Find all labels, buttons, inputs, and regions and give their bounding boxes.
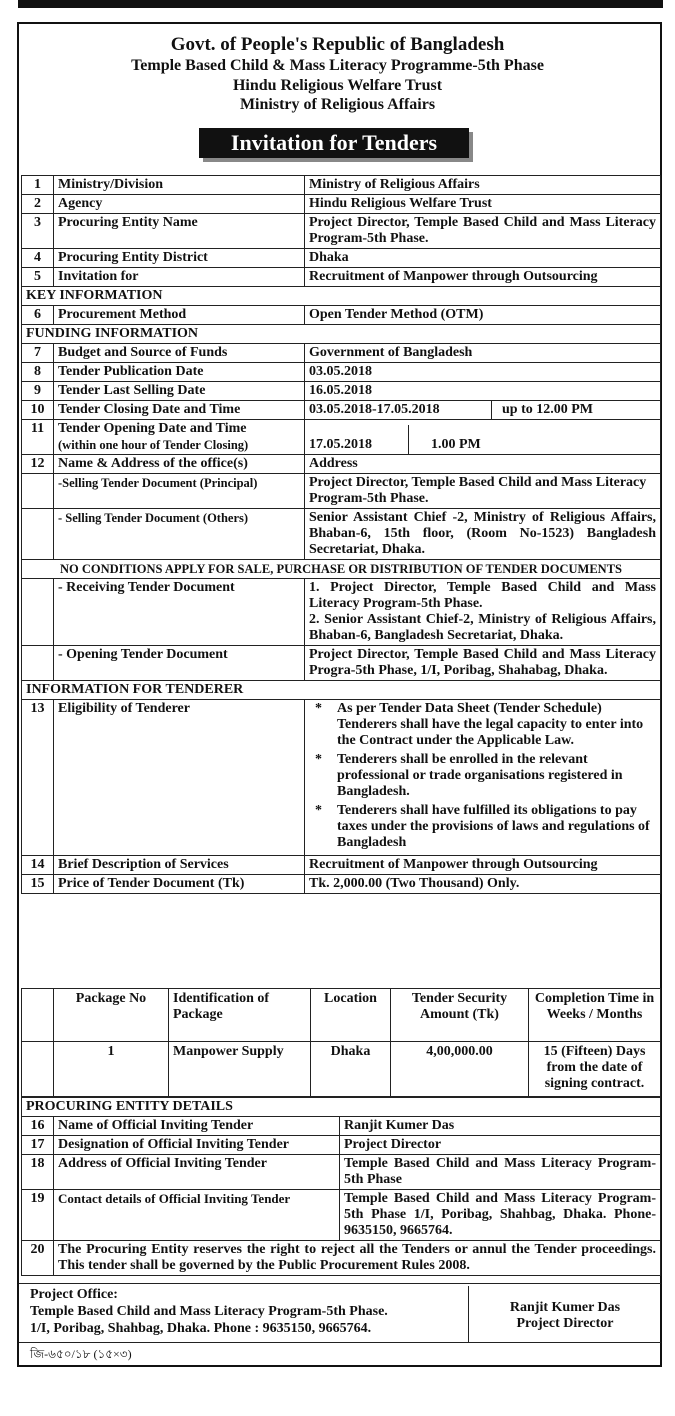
row-value: Ministry of Religious Affairs — [305, 176, 661, 195]
package-header-row — [22, 989, 661, 1042]
table-row — [22, 1155, 661, 1190]
opening-label: Tender Opening Date and Time — [58, 421, 247, 436]
row-value: Recruitment of Manpower through Outsourcing — [305, 856, 661, 875]
row-value — [305, 420, 661, 455]
row-value: Dhaka — [305, 249, 661, 268]
row-label: Address of Official Inviting Tender — [54, 1155, 340, 1190]
column-header: Tender Security Amount (Tk) — [391, 989, 529, 1042]
row-label: Procurement Method — [54, 306, 305, 325]
signatory-title: Project Director — [516, 1316, 614, 1331]
table-row — [22, 1136, 661, 1155]
row-value: Ranjit Kumer Das — [340, 1117, 661, 1136]
column-header: Package No — [54, 989, 169, 1042]
package-no: 1 — [54, 1042, 169, 1097]
divider — [19, 1342, 661, 1343]
row-value: Project Director — [340, 1136, 661, 1155]
row-value: Recruitment of Manpower through Outsourcing — [305, 268, 661, 287]
section-heading: INFORMATION FOR TENDERER — [22, 681, 661, 700]
table-row — [22, 249, 661, 268]
package-identification: Manpower Supply — [169, 1042, 311, 1097]
no-conditions-notice: NO CONDITIONS APPLY FOR SALE, PURCHASE OR DISTRIBUTION OF TENDER DOCUMENTS — [22, 560, 661, 579]
row-value: Government of Bangladesh — [305, 344, 661, 363]
section-heading-row — [22, 287, 661, 306]
notice-row — [22, 560, 661, 579]
row-number — [22, 579, 54, 646]
section-heading: KEY INFORMATION — [22, 287, 661, 306]
row-value: The Procuring Entity reserves the right to reject all the Tenders or annul the Tender proceedings. This tender shall be governed by the Public Procurement Rules 2008. — [54, 1241, 661, 1276]
divider — [19, 1283, 661, 1284]
row-label: Budget and Source of Funds — [54, 344, 305, 363]
package-completion: 15 (Fifteen) Days from the date of signing contract. — [529, 1042, 661, 1097]
office-line: Temple Based Child and Mass Literacy Program-5th Phase. — [30, 1304, 388, 1319]
row-label: Brief Description of Services — [54, 856, 305, 875]
table-row — [22, 1190, 661, 1241]
table-row — [22, 363, 661, 382]
table-row — [22, 700, 661, 856]
table-row — [22, 1117, 661, 1136]
row-label: Ministry/Division — [54, 176, 305, 195]
row-value: Senior Assistant Chief -2, Ministry of Religious Affairs, Bhaban-6, 15th floor, (Room No-1523) Bangladesh Secretariat, Dhaka. — [305, 509, 661, 560]
list-item — [309, 752, 656, 800]
row-label: Designation of Official Inviting Tender — [54, 1136, 340, 1155]
row-number: 1 — [22, 176, 54, 195]
blank-cell — [22, 989, 54, 1042]
row-label: -Selling Tender Document (Principal) — [54, 474, 305, 509]
row-value: 03.05.2018 — [305, 363, 661, 382]
section-heading-row — [22, 325, 661, 344]
row-number: 14 — [22, 856, 54, 875]
row-value: 16.05.2018 — [305, 382, 661, 401]
row-number: 9 — [22, 382, 54, 401]
column-header: Completion Time in Weeks / Months — [529, 989, 661, 1042]
trust-title: Hindu Religious Welfare Trust — [232, 77, 443, 94]
table-row — [22, 474, 661, 509]
ministry-title: Ministry of Religious Affairs — [239, 96, 436, 113]
row-number — [22, 474, 54, 509]
opening-date: 17.05.2018 — [305, 425, 409, 454]
package-location: Dhaka — [311, 1042, 391, 1097]
row-value — [305, 579, 661, 646]
row-label: - Receiving Tender Document — [54, 579, 305, 646]
row-value — [305, 700, 661, 856]
row-label: Name & Address of the office(s) — [54, 455, 305, 474]
eligibility-list — [309, 701, 656, 851]
table-row — [22, 195, 661, 214]
row-value: Project Director, Temple Based Child and Mass Literacy Program-5th Phase. — [305, 474, 661, 509]
row-label: Contact details of Official Inviting Tender — [54, 1190, 340, 1241]
section-heading-row — [22, 681, 661, 700]
row-number: 13 — [22, 700, 54, 856]
row-number: 8 — [22, 363, 54, 382]
row-number: 19 — [22, 1190, 54, 1241]
bullet: * — [315, 752, 322, 767]
row-value: Open Tender Method (OTM) — [305, 306, 661, 325]
row-number — [22, 646, 54, 681]
row-value: Address — [305, 455, 661, 474]
office-title: Project Office: — [30, 1287, 118, 1302]
row-number: 20 — [22, 1241, 54, 1276]
closing-date: 03.05.2018-17.05.2018 — [305, 401, 492, 419]
row-label: Price of Tender Document (Tk) — [54, 875, 305, 894]
row-number — [22, 509, 54, 560]
row-number: 18 — [22, 1155, 54, 1190]
signatory-name: Ranjit Kumer Das — [509, 1300, 621, 1315]
table-row — [22, 176, 661, 195]
row-value: Hindu Religious Welfare Trust — [305, 195, 661, 214]
eligibility-text: As per Tender Data Sheet (Tender Schedule) Tenderers shall have the legal capacity to enter into the Contract under the Applicable Law. — [337, 701, 644, 748]
procuring-table — [21, 1097, 661, 1276]
row-number: 12 — [22, 455, 54, 474]
programme-title: Temple Based Child & Mass Literacy Programme-5th Phase — [131, 57, 544, 74]
row-label: Procuring Entity Name — [54, 214, 305, 249]
table-row — [22, 1241, 661, 1276]
row-label: Tender Last Selling Date — [54, 382, 305, 401]
govt-title: Govt. of People's Republic of Bangladesh — [170, 34, 505, 55]
row-number: 11 — [22, 420, 54, 455]
row-number: 7 — [22, 344, 54, 363]
table-row — [22, 509, 661, 560]
project-office — [30, 1286, 388, 1337]
opening-sublabel: (within one hour of Tender Closing) — [58, 438, 249, 452]
row-value: Project Director, Temple Based Child and Mass Literacy Progra-5th Phase, 1/I, Poribag, Shahabag, Dhaka. — [305, 646, 661, 681]
table-row — [22, 646, 661, 681]
package-table — [21, 988, 661, 1097]
table-row — [22, 401, 661, 420]
column-header: Location — [311, 989, 391, 1042]
blank-cell — [22, 1042, 54, 1097]
row-label: Tender Closing Date and Time — [54, 401, 305, 420]
section-heading-row — [22, 1098, 661, 1117]
table-row — [22, 1042, 661, 1097]
reference-code: জি-৬৫০/১৮ (১৫×৩) — [30, 1347, 132, 1361]
package-security: 4,00,000.00 — [391, 1042, 529, 1097]
row-number: 4 — [22, 249, 54, 268]
row-value: Temple Based Child and Mass Literacy Program-5th Phase — [340, 1155, 661, 1190]
table-row — [22, 420, 661, 455]
row-label — [54, 420, 305, 455]
opening-time: 1.00 PM — [431, 437, 481, 452]
row-value: Project Director, Temple Based Child and Mass Literacy Program-5th Phase. — [305, 214, 661, 249]
closing-time: up to 12.00 PM — [502, 402, 593, 417]
table-row — [22, 214, 661, 249]
row-number: 16 — [22, 1117, 54, 1136]
row-label: Eligibility of Tenderer — [54, 700, 305, 856]
row-number: 10 — [22, 401, 54, 420]
row-number: 5 — [22, 268, 54, 287]
table-row — [22, 875, 661, 894]
list-item — [309, 803, 656, 851]
row-value — [305, 401, 661, 420]
row-value: Temple Based Child and Mass Literacy Program-5th Phase 1/I, Poribag, Shahbag, Dhaka. Phone-9635150, 9665764. — [340, 1190, 661, 1241]
row-label: - Selling Tender Document (Others) — [54, 509, 305, 560]
row-number: 6 — [22, 306, 54, 325]
eligibility-text: Tenderers shall have fulfilled its obligations to pay taxes under the provisions of laws and regulations of Bangladesh — [337, 803, 650, 850]
row-number: 2 — [22, 195, 54, 214]
row-value: Tk. 2,000.00 (Two Thousand) Only. — [305, 875, 661, 894]
bullet: * — [315, 701, 322, 716]
list-item — [309, 701, 656, 749]
bullet: * — [315, 803, 322, 818]
top-rule — [18, 0, 663, 8]
row-label: Procuring Entity District — [54, 249, 305, 268]
table-row — [22, 306, 661, 325]
receiving-office-2: 2. Senior Assistant Chief-2, Ministry of Religious Affairs, Bhaban-6, Bangladesh Secretariat, Dhaka. — [309, 612, 656, 643]
eligibility-text: Tenderers shall be enrolled in the relevant professional or trade organisations registered in Bangladesh. — [337, 752, 623, 799]
tender-table — [21, 175, 661, 894]
table-row — [22, 268, 661, 287]
row-label: Name of Official Inviting Tender — [54, 1117, 340, 1136]
office-line: 1/I, Poribag, Shahbag, Dhaka. Phone : 9635150, 9665764. — [30, 1321, 372, 1336]
signature-block — [468, 1286, 661, 1342]
row-number: 15 — [22, 875, 54, 894]
table-row — [22, 579, 661, 646]
row-label: Agency — [54, 195, 305, 214]
row-number: 3 — [22, 214, 54, 249]
invitation-banner: Invitation for Tenders — [199, 128, 469, 158]
column-header: Identification of Package — [169, 989, 311, 1042]
row-label: Invitation for — [54, 268, 305, 287]
table-row — [22, 856, 661, 875]
section-heading: FUNDING INFORMATION — [22, 325, 661, 344]
row-label: - Opening Tender Document — [54, 646, 305, 681]
table-row — [22, 344, 661, 363]
row-label: Tender Publication Date — [54, 363, 305, 382]
table-row — [22, 382, 661, 401]
row-number: 17 — [22, 1136, 54, 1155]
receiving-office-1: 1. Project Director, Temple Based Child and Mass Literacy Program-5th Phase. — [309, 580, 656, 611]
table-row — [22, 455, 661, 474]
section-heading: PROCURING ENTITY DETAILS — [22, 1098, 661, 1117]
